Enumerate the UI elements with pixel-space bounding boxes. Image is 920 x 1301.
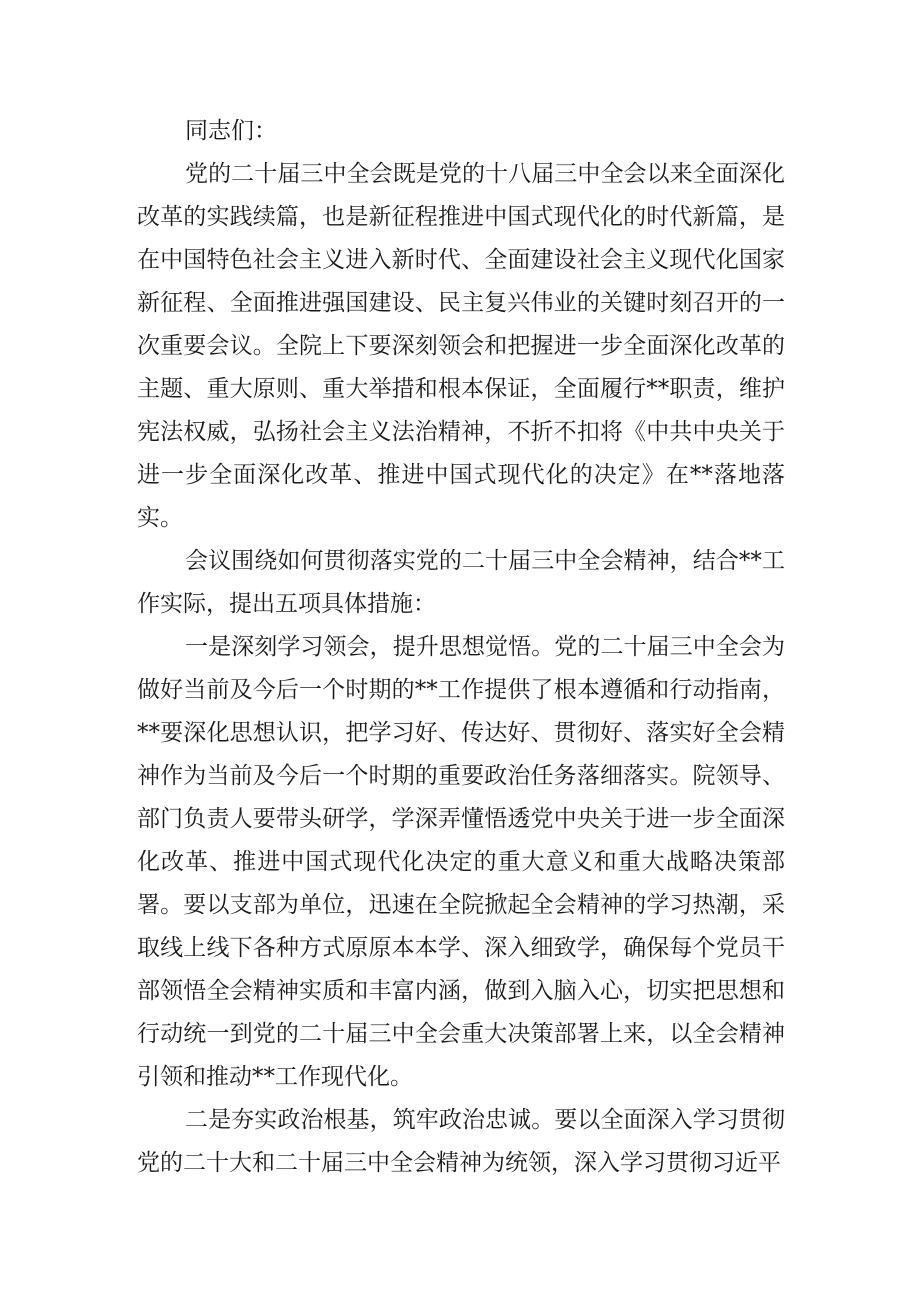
paragraph: 一是深刻学习领会，提升思想觉悟。党的二十届三中全会为做好当前及今后一个时期的**工作提供了根本遵循和行动指南，**要深化思想认识，把学习好、传达好、贯彻好、落实好全会精神作为当前及今后一个时期的重要政治任务落细落实。院领导、部门负责人要带头研学，学深弄懂悟透党中央关于进一步全面深化改革、推进中国式现代化决定的重大意义和重大战略决策部署。要以支部为单位，迅速在全院掀起全会精神的学习热潮，采取线上线下各种方式原原本本学、深入细致学，确保每个党员干部领悟全会精神实质和丰富内涵，做到入脑入心，切实把思想和行动统一到党的二十届三中全会重大决策部署上来，以全会精神引领和推动**工作现代化。 xyxy=(137,634,785,1090)
paragraph: 党的二十届三中全会既是党的十八届三中全会以来全面深化改革的实践续篇，也是新征程推进中国式现代化的时代新篇，是在中国特色社会主义进入新时代、全面建设社会主义现代化国家新征程、全面推进强国建设、民主复兴伟业的关键时刻召开的一次重要会议。全院上下要深刻领会和把握进一步全面深化改革的主题、重大原则、重大举措和根本保证，全面履行**职责，维护宪法权威，弘扬社会主义法治精神，不折不扣将《中共中央关于进一步全面深化改革、推进中国式现代化的决定》在**落地落实。 xyxy=(137,161,785,531)
paragraph: 会议围绕如何贯彻落实党的二十届三中全会精神，结合**工作实际，提出五项具体措施： xyxy=(137,548,785,617)
document-body xyxy=(137,110,785,1185)
salutation: 同志们： xyxy=(185,118,277,144)
paragraph: 二是夯实政治根基，筑牢政治忠诚。要以全面深入学习贯彻党的二十大和二十届三中全会精神为统领，深入学习贯彻习近平 xyxy=(137,1107,785,1176)
